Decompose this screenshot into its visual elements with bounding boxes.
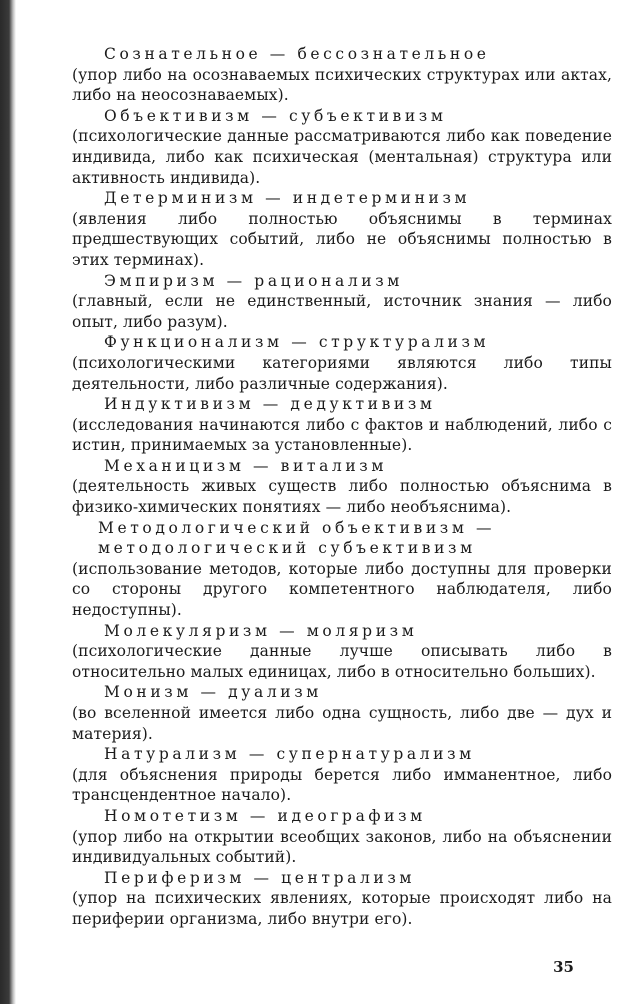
entry-term: Механицизм — витализм: [104, 456, 388, 475]
entry-term: Монизм — дуализм: [104, 683, 322, 702]
entry-determinism: [52, 188, 612, 270]
entry-description: (использование методов, которые либо доступны для проверки со стороны другого компетентного наблюдателя, либо недоступны).: [72, 559, 612, 620]
entry-description: (упор либо на осознаваемых психических структурах или актах, либо на неосознаваемых).: [72, 65, 612, 105]
entry-molecularism: [52, 621, 612, 683]
entry-term: Индуктивизм — дедуктивизм: [104, 395, 436, 414]
entry-description: (главный, если не единственный, источник знания — либо опыт, либо разум).: [72, 292, 612, 331]
entry-term: Номотетизм — идеографизм: [104, 806, 426, 825]
entry-term: Детерминизм — индетерминизм: [104, 189, 471, 208]
entry-term: Натурализм — супернатурализм: [104, 745, 475, 764]
entry-monism: [52, 682, 612, 744]
entry-naturalism: [52, 744, 612, 806]
scan-binding-edge: [0, 0, 16, 1004]
entry-term: Функционализм — структурализм: [104, 333, 490, 352]
entry-description: (явления либо полностью объяснимы в терминах предшествующих событий, либо не объяснимы полностью в этих терминах).: [72, 209, 612, 269]
entry-term: Методологический объективизм — методологический субъективизм: [98, 518, 496, 558]
entry-description: (психологическими категориями являются либо типы деятельности, либо различные содержания).: [72, 353, 612, 393]
entry-empiricism: [52, 271, 612, 333]
entry-functionalism: [52, 332, 612, 394]
page-text: [52, 44, 612, 930]
page-number: 35: [553, 958, 574, 976]
entry-description: (упор либо на открытии всеобщих законов, либо на объяснении индивидуальных событий).: [72, 827, 612, 867]
entry-description: (исследования начинаются либо с фактов и наблюдений, либо с истин, принимаемых за установленные).: [72, 415, 612, 455]
entry-description: (психологические данные рассматриваются либо как поведение индивида, либо как психическая (ментальная) структура или активность индивида).: [72, 127, 612, 187]
entry-description: (психологические данные лучше описывать либо в относительно малых единицах, либо в относительно больших).: [72, 642, 612, 681]
entry-description: (упор на психических явлениях, которые происходят либо на периферии организма, либо внутри его).: [72, 889, 612, 928]
entry-inductivism: [52, 394, 612, 456]
entry-term: Периферизм — централизм: [104, 868, 416, 887]
entry-term: Сознательное — бессознательное: [104, 45, 490, 63]
entry-objectivism: [52, 106, 612, 188]
entry-methodological-objectivism: [52, 518, 612, 621]
entry-nomothetism: [52, 806, 612, 868]
entry-description: (для объяснения природы берется либо имманентное, либо трансцендентное начало).: [72, 765, 612, 805]
entry-mechanicism: [52, 456, 612, 518]
entry-term: Объективизм — субъективизм: [104, 106, 447, 125]
entry-peripheralism: [52, 868, 612, 930]
entry-description: (деятельность живых существ либо полностью объяснима в физико-химических понятиях — либо необъяснима).: [72, 477, 612, 517]
entry-description: (во вселенной имеется либо одна сущность, либо две — дух и материя).: [72, 704, 612, 743]
entry-term: Молекуляризм — моляризм: [104, 621, 418, 640]
entry-consciousness: [52, 44, 612, 106]
entry-term: Эмпиризм — рационализм: [104, 271, 403, 290]
